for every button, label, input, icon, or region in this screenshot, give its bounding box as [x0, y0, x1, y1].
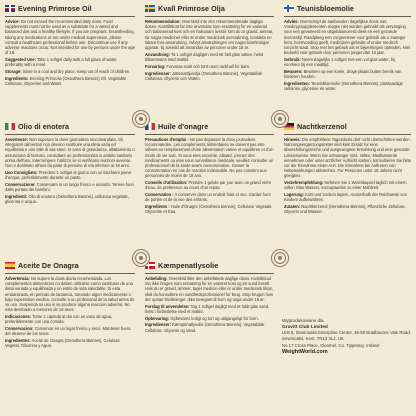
panel-body — [145, 137, 274, 215]
seal-dot — [139, 117, 143, 121]
panel-title: Aceite De Onagra — [18, 260, 79, 270]
storage-paragraph — [5, 326, 135, 336]
ingredients-paragraph — [5, 194, 135, 204]
panel-title: Evening Primrose Oil — [18, 3, 92, 13]
ingredients-paragraph — [145, 204, 274, 214]
paragraph-text: Huile d'Onagre (Oenothera biennis), Cellulose Vegetale, Glycerine et Eau. — [145, 204, 273, 215]
usage-paragraph — [145, 180, 274, 190]
paragraph-label: Conseils d'utilisation: — [145, 180, 188, 186]
panel-header — [145, 259, 274, 271]
paragraph-text: Olio di enotera (Oenothera Biennis), cellulosa vegetale, glicerina e acqua. — [5, 193, 129, 205]
panel-title: Nachtkerzenol — [297, 121, 347, 131]
seal-ring — [135, 113, 147, 125]
divider — [145, 16, 274, 17]
paragraph-label: Storage: — [5, 69, 22, 75]
panel-title: Kvall Primrose Olja — [158, 3, 225, 13]
paragraph-text: Bewaren op een koele, droge plaats buiten bereik van kinderen houden. — [284, 69, 402, 80]
panel-title: Huile d'onagre — [158, 121, 209, 131]
advice-paragraph — [5, 137, 135, 168]
paragraph-label: Advies: — [284, 19, 299, 24]
paragraph-label: Ingredienser: — [145, 70, 171, 76]
paragraph-text: Teunisbloemolie (Oenothera Biennis), plantaardige cellulose, glycerine en water. — [284, 81, 403, 92]
paragraph-label: Verzehrempfehlung: — [284, 180, 324, 186]
paragraph-text: Overschrijd de aanbevolen dagelijkse dosis niet. Voedingssupplementen mogen niet worden gebruikt als vervanging voor een gevarieerd en uitgebalanceerd dieet en een gezonde levensstijl. Raadpleeg een zorgverlener voor gebruik als u zwanger bent, borstvoeding geeft, medicijnen gebruikt of onder medisch toezicht staat. Stop met het gebruik als er bijwerkingen optreden. Niet bedoeld voor gebruik door personen jonger dan 18 jaar. — [284, 19, 411, 56]
seal-icon — [132, 249, 150, 267]
sweden-flag-icon — [145, 5, 155, 12]
paragraph-text: Aceite de Onagra (Oenothera Biennis), Celulosa Vegetal, Glicerina y Agua. — [5, 338, 120, 349]
uk-flag-icon — [5, 5, 15, 12]
paragraph-text: Conservare in un luogo fresco e asciutto. Tenere fuori dalla portata dei bambini. — [5, 181, 134, 193]
panel-header — [5, 2, 135, 14]
paragraph-text: A conserver dans un endroit frais et sec. Garder hors de portee et de la vue des enfants. — [145, 192, 271, 203]
paragraph-text: Nehmen Sie 1 Weichkapsel taglich mit einem vollen Glas Wasser, vorzugsweise zu einer Mahlzeit. — [284, 180, 407, 191]
advice-paragraph — [5, 19, 135, 55]
storage-paragraph — [145, 192, 274, 202]
paragraph-label: Forslag til anvendelse: — [145, 303, 190, 309]
manufacturer-lead: Wyprodukowane dla — [282, 318, 324, 323]
paragraph-text: Opbevares koligt og tort og utilgangeligt for born. — [170, 315, 259, 321]
seal-dot — [278, 117, 282, 121]
panel-body — [5, 137, 135, 204]
usage-paragraph — [5, 170, 135, 180]
usage-paragraph — [145, 52, 274, 62]
paragraph-text: Ne pas depasser la dose journaliere recommandee. Les complements alimentaires ne doivent pas etre utilises en remplacement d'une alimentation variee et equilibree et d'un mode de vie sain. Si vous etes enceinte, allaitez, prenez des medicaments ou etes sous surveillance medicale, veuillez consulter un professionnel de la sante avant consommation. Cesser la consommation en cas de reaction indesirable. Ne pas convient aux personnes de moins de 18 ans. — [145, 137, 274, 179]
paragraph-label: Forvaring: — [145, 63, 166, 69]
ingredients-paragraph — [145, 71, 274, 81]
storage-paragraph — [284, 69, 411, 79]
panel-french — [140, 118, 279, 257]
storage-paragraph — [145, 64, 274, 69]
paragraph-label: Indicaciones: — [5, 314, 32, 320]
paragraph-label: Ingredientes: — [5, 338, 31, 344]
panel-body — [284, 137, 411, 215]
manufacturer-website: WeightWorld.com — [282, 349, 328, 356]
panel-header — [5, 120, 135, 132]
panel-header — [284, 2, 411, 14]
paragraph-label: Conservazione: — [5, 181, 36, 187]
panel-body — [145, 276, 274, 333]
advice-paragraph — [145, 137, 274, 179]
spain-flag-icon — [5, 262, 15, 269]
paragraph-text: Conservar en un lugar fresco y seco. Mantener fuera del alcance de los ninos. — [5, 326, 131, 337]
usage-paragraph — [284, 180, 411, 190]
paragraph-text: Kæmpenatlysolie (Oenothera Biennis), Vegetabilsk Cellulose, Glycerin og Vand. — [145, 322, 265, 333]
paragraph-label: Ingredients : — [145, 204, 170, 210]
paragraph-label: Bewaren: — [284, 69, 303, 75]
seal-icon — [132, 110, 150, 128]
storage-paragraph — [5, 69, 135, 74]
panel-body — [5, 19, 135, 86]
paragraph-label: Advertencia: — [5, 276, 30, 281]
panel-header — [5, 259, 135, 271]
paragraph-label: Advice: — [5, 19, 20, 24]
advice-paragraph — [284, 19, 411, 55]
panel-header — [145, 2, 274, 14]
panel-dutch — [279, 0, 416, 118]
panel-body — [284, 19, 411, 91]
paragraph-label: Gebruik: — [284, 57, 301, 63]
seal-dot — [139, 256, 143, 260]
panel-title: Olio di enotera — [18, 121, 70, 131]
panel-german — [279, 118, 416, 257]
paragraph-text: Do not exceed the recommended daily dose. Food supplements must not be used as a substitute for a varied and balanced diet and a healthy lifestyle. If you are pregnant, breastfeeding, taking any medications or are under medical supervision, please consult a healthcare professional before use. Discontinue use if any adverse reactions occur. Not intended for use by persons under the age of 18. — [5, 19, 135, 56]
paragraph-text: Ta 1 softgel dagligen med ett helt glas vatten, helst tillsammans med maltid. — [145, 51, 264, 63]
advice-paragraph — [5, 276, 135, 312]
paragraph-label: Conservacion: — [5, 326, 34, 332]
usage-paragraph — [5, 57, 135, 67]
divider — [5, 16, 135, 17]
panel-header — [284, 120, 411, 132]
paragraph-label: Zutaten: — [284, 204, 301, 210]
manufacturer-address-ie: No 17 Cross Place, Clonmel, Co. Tipperary, Ireland — [282, 342, 380, 348]
manufacturer-block — [282, 318, 412, 410]
ingredients-paragraph — [145, 322, 274, 332]
paragraph-label: Opbevaring: — [145, 315, 170, 321]
advice-paragraph — [145, 19, 274, 50]
advice-paragraph — [284, 137, 411, 179]
ingredients-paragraph — [5, 76, 135, 86]
paragraph-text: Kuhl und trocken lagern. Ausserhalb der Reichweite von Kindern aufbewahren. — [284, 192, 407, 203]
panel-italian — [0, 118, 140, 257]
seal-icon — [271, 110, 289, 128]
divider — [5, 134, 135, 135]
panel-spanish — [0, 257, 140, 416]
paragraph-text: Evening Primrose (Oenothera Biennis) Oil, Vegetable Cellulose, Glycerine and Water. — [5, 75, 127, 87]
paragraph-text: Tag 1 softgel dagligt med et fuldt glas vand, helst i forbindelse med et maltid. — [145, 303, 270, 314]
paragraph-text: No supere la dosis diaria recomendada. Los complementos alimenticios no deben utilizarse como sustitutos de una dieta variada y equilibrada y un estilo de vida saludable. Si esta embarazada, en periodo de lactancia, tomando algun medicamento o bajo supervision medica, consulte a un profesional de la salud antes de su uso. Suspenda su uso si se produce alguna reaccion adversa. No esta destinado a menores de 18 anos. — [5, 276, 135, 313]
advice-paragraph — [145, 276, 274, 302]
ingredients-paragraph — [284, 81, 411, 91]
paragraph-label: Ingredienti: — [5, 193, 28, 199]
seal-ring — [274, 252, 286, 264]
paragraph-label: Ingredienten: — [284, 81, 310, 87]
ingredients-paragraph — [5, 338, 135, 348]
paragraph-label: Ingredienser: — [145, 322, 171, 328]
storage-paragraph — [145, 316, 274, 321]
panel-title: Kæmpenatlysolie — [158, 260, 219, 270]
divider — [284, 134, 411, 135]
paragraph-label: Lagerung: — [284, 192, 305, 198]
manufacturer-name: Gravitt Club Limited — [282, 324, 328, 330]
panel-title: Teunisbloemolie — [297, 3, 354, 13]
paragraph-text: Forvaras svalt och torrt utom rackhall for barn. — [166, 63, 251, 69]
paragraph-text: Non superare la dose giornaliera raccomandata. Gli integratori alimentari non devono sostituire una dieta varia ed equilibrata e uno stile di vita sano. In caso di gravidanza, allattamento o assunzione di farmaci, consultare un professionista in ambito sanitario prima dell'uso. Interrompere l'utilizzo se si verificano reazioni avverse. Non e destinato all'uso da parte di persone di eta inferiore ai 18 anni. — [5, 137, 135, 169]
paragraph-label: Hinweis: — [284, 137, 301, 142]
panel-english — [0, 0, 140, 118]
paragraph-label: Suggested Use: — [5, 57, 36, 63]
paragraph-text: Overskrid inte den rekommenderade dagliga dosen. Kosttillskott far inte anvandas som ersattning for en varierad och balanserad kost och en halsosam livsstil. Om du ar gravid, ammar, tar nagra mediciner eller ar under medicinsk overvakning, kontakta en lakare fore anvandning. Avbryt anvandningen om nagra biverkningar uppstar. Ej avsedd att anvandas av personer under 18 ar. — [145, 19, 274, 51]
panel-header — [145, 120, 274, 132]
divider — [284, 16, 411, 17]
ingredients-paragraph — [284, 204, 411, 214]
paragraph-text: Store in a cool and dry place. Keep out of reach of children. — [22, 69, 131, 75]
seal-ring — [135, 252, 147, 264]
paragraph-label: Anbefaling: — [145, 276, 168, 281]
panel-body — [5, 276, 135, 348]
paragraph-label: Uso Consigliato: — [5, 169, 38, 175]
panel-danish — [140, 257, 279, 416]
paragraph-text: Jattenattljusolja (Oenothera Biennis), Vegetabilisk Cellulosa, Glycerin och Vatten. — [145, 70, 263, 81]
paragraph-label: Conservation : — [145, 192, 174, 198]
paragraph-text: Die empfohlene Tagesdosis darf nicht uberschritten werden. Nahrungserganzungsmittel sind kein Ersatz fur eine abwechslungsreiche und ausgewogene Ernahrung und eine gesunde Lebensweise. Wenn Sie schwanger sind, stillen, Medikamente einnehmen oder unter arztlicher Aufsicht stehen, konsultieren Sie bitte vor der Einnahme einen Arzt. Die Einnahme bei Auftreten von Nebenwirkungen abbrechen. Fur Personen unter 18 Jahren nicht geeignet. — [284, 137, 411, 179]
usage-paragraph — [284, 57, 411, 67]
usage-paragraph — [5, 314, 135, 324]
paragraph-text: Prendere 1 softgel al giorno con un bicchiere pieno d'acqua, preferibilmente durante un pasto. — [5, 169, 132, 181]
paragraph-text: Nachtkerzenol (Oenothera Biennis), Pflanzliche Zellulose, Glycerin und Wasser. — [284, 204, 406, 215]
paragraph-text: Tome 1 capsula al dia con un vaso de agua, preferiblemente con una comida. — [5, 314, 113, 325]
seal-dot — [278, 256, 282, 260]
finland-flag-icon — [284, 5, 294, 12]
paragraph-text: Overskrid ikke den anbefalede daglige dosis. Kosttilskud ma ikke bruges som erstatning for en varieret kost og en sund livsstil. Hvis du er gravid, ammer, tager medicin eller er under medicinsk tilsyn, skal du konsultere en sundhedsprofessionel for brug. Stop brugen hvis der opstar bivirkninger. Ikke beregnet til born og unge under 18 ar. — [145, 276, 274, 302]
seal-icon — [271, 249, 289, 267]
storage-paragraph — [284, 192, 411, 202]
paragraph-label: Rekommendation: — [145, 19, 181, 24]
paragraph-text: Take 1 softgel daily with a full glass of water, preferably with a meal. — [5, 57, 118, 68]
panel-body — [145, 19, 274, 81]
manufacturer-address-uk: Unit 8, Sevenoaks Enterprise Centre, 46-50 Bradbourne Vale Road, Sevenoaks, Kent, TN13 3LJ, UK — [282, 330, 411, 341]
panel-swedish — [140, 0, 279, 118]
paragraph-text: Prendre 1 gelule par jour avec un grand verre d'eau, de preference au cours d'un repas. — [145, 180, 272, 191]
storage-paragraph — [5, 182, 135, 192]
divider — [5, 273, 135, 274]
seal-ring — [274, 113, 286, 125]
divider — [145, 273, 274, 274]
divider — [145, 134, 274, 135]
paragraph-label: Avvertenze: — [5, 137, 29, 142]
paragraph-text: Neem dagelijks 1 softgel met een vol glas water, bij voorkeur bij een maaltijd. — [284, 57, 395, 68]
italy-flag-icon — [5, 123, 15, 130]
paragraph-label: Precautions d'emploi : — [145, 137, 189, 142]
paragraph-label: Ingredients: — [5, 75, 29, 81]
usage-paragraph — [145, 304, 274, 314]
paragraph-label: Anvandning: — [145, 51, 171, 57]
